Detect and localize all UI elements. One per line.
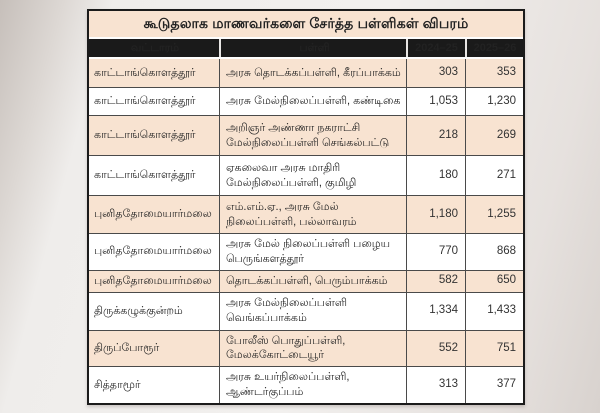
region-cell: காட்டாங்கொளத்தூர்: [94, 66, 196, 79]
year1-cell: 582: [406, 271, 465, 292]
region-cell: காட்டாங்கொளத்தூர்: [94, 169, 196, 182]
table-row: [89, 292, 523, 330]
column-header-2025-26: 2025–26: [465, 39, 523, 57]
year1-cell: 770: [406, 234, 465, 270]
year2-cell: 353: [465, 59, 523, 87]
school-cell: அரசு மேல்நிலைப்பள்ளி, கண்டிகை: [219, 88, 406, 115]
year2-cell: 1,255: [465, 196, 523, 233]
year2-cell: 868: [465, 234, 523, 270]
region-cell: சித்தாமூர்: [94, 378, 141, 391]
table-row: [89, 59, 523, 87]
year2-cell: 271: [465, 156, 523, 195]
year1-cell: 303: [406, 59, 465, 87]
region-cell: காட்டாங்கொளத்தூர்: [94, 95, 196, 108]
school-cell: அறிஞர் அண்ணா நகராட்சி மேல்நிலைப்பள்ளி செங்கல்பட்டு: [219, 116, 406, 155]
school-cell: அரசு மேல் நிலைப்பள்ளி பழைய பெருங்களத்தூர்: [219, 234, 406, 270]
column-header-2024-25: 2024–25: [406, 39, 465, 57]
school-cell: எம்.எம்.ஏ., அரசு மேல் நிலைப்பள்ளி, பல்லாவரம்: [219, 196, 406, 233]
table-row: [89, 366, 523, 403]
table-row: [89, 330, 523, 367]
school-cell: அரசு மேல்நிலைப்பள்ளி வெங்கப்பாக்கம்: [219, 293, 406, 330]
year1-cell: 218: [406, 116, 465, 155]
table-header: [89, 39, 523, 59]
year2-cell: 650: [465, 271, 523, 292]
table-row: [89, 233, 523, 270]
year1-cell: 1,053: [406, 88, 465, 115]
school-cell: ஏகலைவா அரசு மாதிரி மேல்நிலைப்பள்ளி, குமிழி: [219, 156, 406, 195]
school-cell: அரசு தொடக்கப்பள்ளி, கீரப்பாக்கம்: [219, 59, 406, 87]
region-cell: புனிததோமையார்மலை: [94, 245, 212, 258]
table-row: [89, 195, 523, 233]
year2-cell: 1,433: [465, 293, 523, 330]
table-title: கூடுதலாக மாணவர்களை சேர்த்த பள்ளிகள் விபரம்: [89, 11, 523, 39]
year1-cell: 552: [406, 331, 465, 367]
year2-cell: 269: [465, 116, 523, 155]
year2-cell: 751: [465, 331, 523, 367]
school-cell: தொடக்கப்பள்ளி, பெரும்பாக்கம்: [219, 271, 406, 292]
table-row: [89, 270, 523, 292]
column-header-school: பள்ளி: [219, 39, 406, 57]
region-cell: காட்டாங்கொளத்தூர்: [94, 129, 196, 142]
table-body: [89, 59, 523, 403]
year1-cell: 1,334: [406, 293, 465, 330]
region-cell: புனிததோமையார்மலை: [94, 208, 212, 221]
table-row: [89, 115, 523, 155]
year1-cell: 313: [406, 367, 465, 403]
year1-cell: 180: [406, 156, 465, 195]
year1-cell: 1,180: [406, 196, 465, 233]
region-cell: திருப்போரூர்: [94, 341, 160, 354]
school-cell: போலீஸ் பொதுப்பள்ளி, மேலக்கோட்டையூர்: [219, 331, 406, 367]
column-header-region: வட்டாரம்: [130, 41, 180, 54]
region-cell: புனிததோமையார்மலை: [94, 274, 212, 287]
year2-cell: 1,230: [465, 88, 523, 115]
schools-table: [87, 9, 525, 405]
table-row: [89, 155, 523, 195]
year2-cell: 377: [465, 367, 523, 403]
school-cell: அரசு உயர்நிலைப்பள்ளி, ஆண்டர்குப்பம்: [219, 367, 406, 403]
region-cell: திருக்கழுக்குன்றம்: [94, 304, 183, 317]
table-row: [89, 87, 523, 115]
